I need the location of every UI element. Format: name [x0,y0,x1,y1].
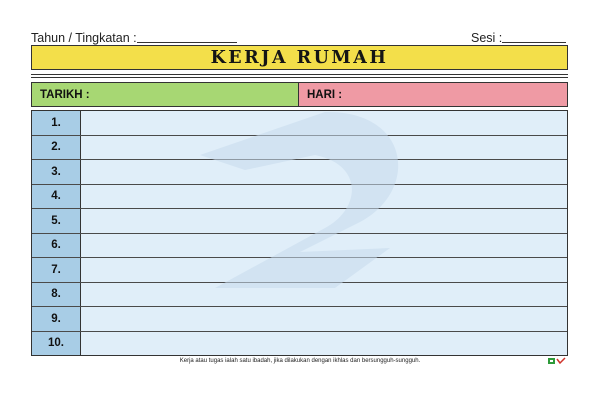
table-row [32,111,567,136]
row-entry-field[interactable] [81,160,567,184]
row-number: 7. [32,258,81,282]
row-number: 1. [32,111,81,135]
table-row [32,160,567,185]
sesi-field[interactable] [502,42,566,43]
row-number: 5. [32,209,81,233]
row-number: 6. [32,234,81,258]
row-number: 10. [32,332,81,356]
row-entry-field[interactable] [81,307,567,331]
row-number: 9. [32,307,81,331]
footer-quote: Kerja atau tugas ialah satu ibadah, jika dilakukan dengan ikhlas dan bersungguh-sungguh. [179,358,421,364]
row-number: 4. [32,185,81,209]
row-number: 2. [32,136,81,160]
row-entry-field[interactable] [81,185,567,209]
tahun-tingkatan-label: Tahun / Tingkatan : [31,31,137,45]
table-row [32,209,567,234]
hari-field[interactable] [299,83,567,106]
table-row [32,136,567,161]
row-entry-field[interactable] [81,136,567,160]
table-row [32,185,567,210]
table-row [32,283,567,308]
divider-line-bottom [31,77,568,78]
date-day-row [31,82,568,107]
row-number: 3. [32,160,81,184]
row-entry-field[interactable] [81,332,567,356]
tarikh-field[interactable] [32,83,299,106]
publisher-logo-icon [548,357,566,365]
title-banner [31,45,568,70]
row-number: 8. [32,283,81,307]
sesi-label: Sesi : [471,31,503,45]
tahun-tingkatan-field[interactable] [137,42,237,43]
table-row [32,307,567,332]
row-entry-field[interactable] [81,234,567,258]
homework-table [31,110,568,356]
table-row [32,258,567,283]
row-entry-field[interactable] [81,258,567,282]
tarikh-label: TARIKH : [40,88,90,101]
row-entry-field[interactable] [81,209,567,233]
hari-label: HARI : [307,88,343,101]
divider-line-top [31,74,568,75]
table-row [32,332,567,356]
page-title: KERJA RUMAH [210,47,389,68]
table-row [32,234,567,259]
row-entry-field[interactable] [81,283,567,307]
row-entry-field[interactable] [81,111,567,135]
